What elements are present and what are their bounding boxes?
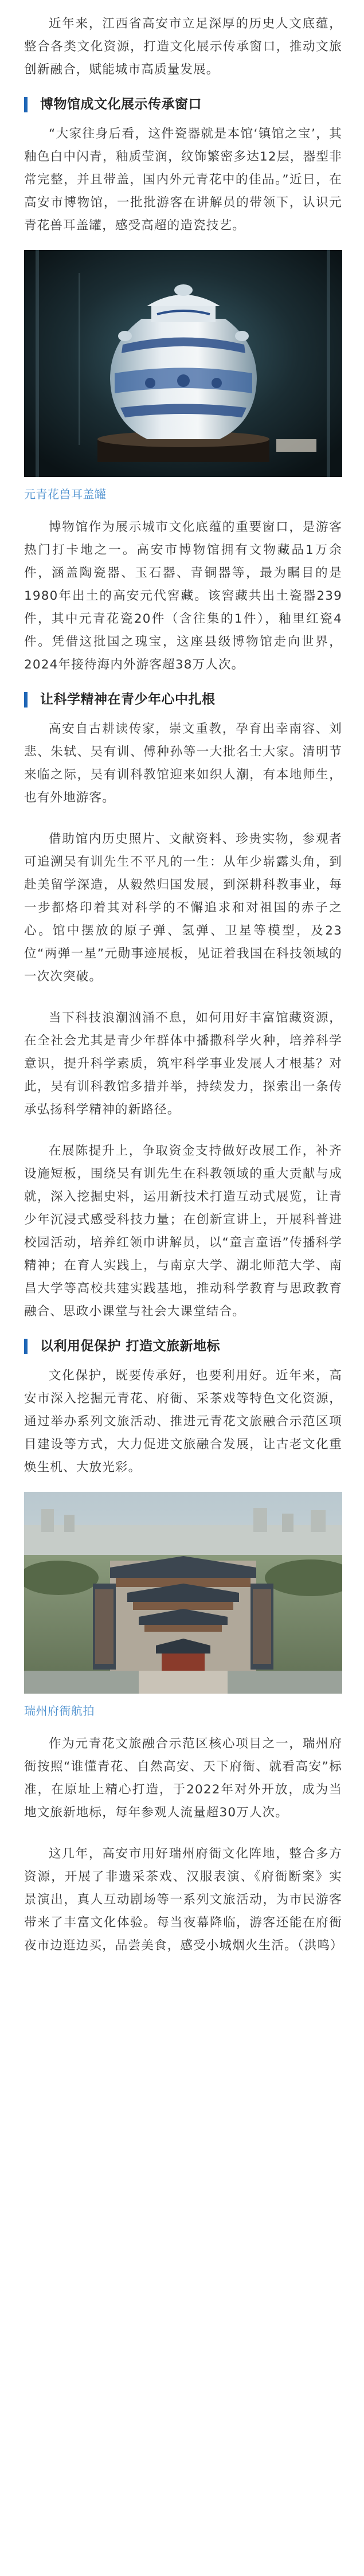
- museum-paragraph-2: 博物馆作为展示城市文化底蕴的重要窗口，是游客热门打卡地之一。高安市博物馆拥有文物藏品1万余件，涵盖陶瓷器、玉石器、青铜器等，最为瞩目的是1980年出土的高安元代窖藏。该窖藏共出土瓷器239件，其中元青花瓷20件（含往集的1件），釉里红瓷4件。凭借这批国之瑰宝，这座县级博物馆走向世界，2024年接待海内外游客超38万人次。: [24, 520, 342, 672]
- yamen-photo-caption: 瑞州府衙航拍: [24, 1704, 95, 1718]
- heading-accent-bar: [24, 97, 28, 112]
- section-heading-tourism: [24, 1337, 342, 1355]
- porcelain-jar-image: [24, 250, 342, 477]
- science-paragraph-3: 当下科技浪潮汹涌不息，如何用好丰富馆藏资源，在全社会尤其是青少年群体中播撒科学火种，培养科学意识，提升科学素质，筑牢科学事业发展人才根基？对此，吴有训科教馆多措并举，持续发力，探索出一条传承弘扬科学精神的新路径。: [24, 1011, 342, 1117]
- intro-paragraph: 近年来，江西省高安市立足深厚的历史人文底蕴，整合各类文化资源，打造文化展示传承窗口，推动文旅创新融合，赋能城市高质量发展。: [24, 17, 342, 77]
- section-heading-museum: [24, 95, 342, 114]
- science-paragraph-1: 高安自古耕读传家，崇文重教，孕育出幸南容、刘悲、朱轼、吴有训、傅种孙等一大批名士大家。清明节来临之际，吴有训科教馆迎来如织人潮，有本地师生，也有外地游客。: [24, 722, 342, 805]
- yamen-aerial-image: [24, 1492, 342, 1694]
- yamen-aerial-photo: [24, 1492, 342, 1694]
- heading-accent-bar: [24, 1339, 28, 1354]
- tourism-paragraph-3: 这几年，高安市用好瑞州府衙文化阵地，整合多方资源，开展了非遗采茶戏、汉服表演、《府衙断案》实景演出，真人互动剧场等一系列文旅活动，为市民游客带来了丰富文化体验。每当夜幕降临，游客还能在府衙夜市边逛边买，品尝美食，感受小城烟火生活。（洪鸣）: [24, 1847, 343, 1953]
- museum-paragraph-1: “大家往身后看，这件瓷器就是本馆‘镇馆之宝’，其釉色白中闪青，釉质莹润，纹饰繁密多达12层，器型非常完整，并且带盖，国内外元青花中的佳品。”近日，在高安市博物馆，一批批游客在讲解员的带领下，认识元青花兽耳盖罐，感受高超的造瓷技艺。: [24, 127, 342, 233]
- porcelain-photo-caption: 元青花兽耳盖罐: [24, 487, 107, 501]
- section-title: 以利用促保护 打造文旅新地标: [40, 1339, 221, 1354]
- section-heading-science: [24, 690, 342, 709]
- tourism-paragraph-2: 作为元青花文旅融合示范区核心项目之一，瑞州府衙按照“谁懂青花、自然高安、天下府衙、就看高安”标准，在原址上精心打造，于2022年对外开放，成为当地文旅新地标，每年参观人流量超30万人次。: [24, 1737, 342, 1820]
- yamen-figure: [24, 1492, 342, 1721]
- porcelain-jar-photo: [24, 250, 342, 477]
- section-title: 博物馆成文化展示传承窗口: [40, 97, 202, 112]
- section-title: 让科学精神在青少年心中扎根: [40, 692, 216, 707]
- science-paragraph-2: 借助馆内历史照片、文献资料、珍贵实物，参观者可追溯吴有训先生不平凡的一生：从年少崭露头角，到赴美留学深造，从毅然归国发展，到深耕科教事业，每一步都烙印着其对科学的不懈追求和对祖国的赤子之心。馆中摆放的原子弹、氢弹、卫星等模型，及23位“两弹一星”元勋事迹展板，见证着我国在科技领域的一次次突破。: [24, 832, 342, 984]
- tourism-paragraph-1: 文化保护，既要传承好，也要利用好。近年来，高安市深入挖掘元青花、府衙、采茶戏等特色文化资源，通过举办系列文旅活动、推进元青花文旅融合示范区项目建设等方式，大力促进文旅融合发展，让古老文化重焕生机、大放光彩。: [24, 1369, 342, 1475]
- heading-accent-bar: [24, 692, 28, 707]
- porcelain-figure: [24, 250, 342, 505]
- science-paragraph-4: 在展陈提升上，争取资金支持做好改展工作，补齐设施短板，围绕吴有训先生在科教领域的重大贡献与成就，深入挖掘史料，运用新技术打造互动式展览，让青少年沉浸式感受科技力量；在创新宣讲上，开展科普进校园活动，培养红领巾讲解员，以“童言童语”传播科学精神；在育人实践上，与南京大学、湖北师范大学、南昌大学等高校共建实践基地，推动科学教育与思政教育融合、思政小课堂与社会大课堂结合。: [24, 1144, 342, 1319]
